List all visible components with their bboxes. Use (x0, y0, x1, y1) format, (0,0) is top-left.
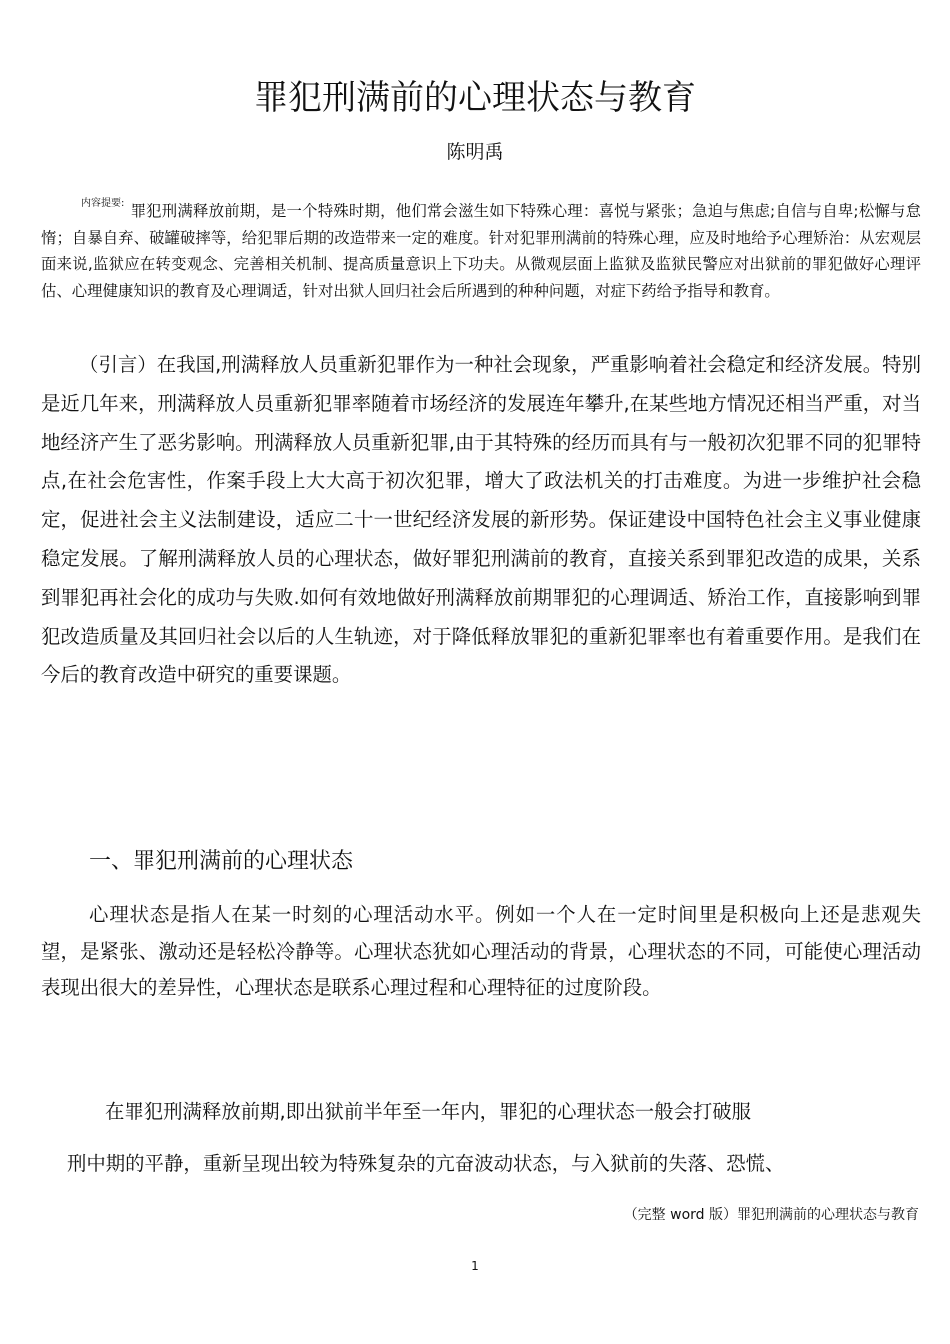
page-number: 1 (471, 1259, 479, 1273)
footer-note: （完整 word 版）罪犯刑满前的心理状态与教育 (623, 1207, 919, 1223)
body-paragraph: 心理状态是指人在某一时刻的心理活动水平。例如一个人在一定时间里是积极向上还是悲观失望，是紧张、激动还是轻松冷静等。心理状态犹如心理活动的背景，心理状态的不同，可能使心理活动表现出很大的差异性，心理状态是联系心理过程和心理特征的过度阶段。 (41, 903, 921, 1000)
author-name: 陈明禹 (446, 141, 504, 163)
abstract-paragraph (41, 198, 921, 304)
body-paragraph-line: 刑中期的平静，重新呈现出较为特殊复杂的亢奋波动状态，与入狱前的失落、恐慌、 (67, 1152, 785, 1175)
abstract-text: 罪犯刑满释放前期，是一个特殊时期，他们常会滋生如下特殊心理：喜悦与紧张；急迫与焦虑;自信与自卑;松懈与怠惰；自暴自弃、破罐破摔等，给犯罪后期的改造带来一定的难度。针对犯罪刑满前的特殊心理，应及时地给予心理矫治：从宏观层面来说,监狱应在转变观念、完善相关机制、提高质量意识上下功夫。从微观层面上监狱及监狱民警应对出狱前的罪犯做好心理评估、心理健康知识的教育及心理调适，针对出狱人回归社会后所遇到的种种问题，对症下药给予指导和教育。 (41, 202, 921, 300)
section-heading: 一、罪犯刑满前的心理状态 (89, 849, 354, 874)
document-title: 罪犯刑满前的心理状态与教育 (254, 78, 696, 118)
abstract-label: 内容提要: (81, 198, 125, 209)
body-paragraph-line: 在罪犯刑满释放前期,即出狱前半年至一年内，罪犯的心理状态一般会打破服 (105, 1100, 752, 1123)
intro-paragraph: （引言）在我国,刑满释放人员重新犯罪作为一种社会现象，严重影响着社会稳定和经济发展。特别是近几年来，刑满释放人员重新犯罪率随着市场经济的发展连年攀升,在某些地方情况还相当严重，对当地经济产生了恶劣影响。刑满释放人员重新犯罪,由于其特殊的经历而具有与一般初次犯罪不同的犯罪特点,在社会危害性，作案手段上大大高于初次犯罪，增大了政法机关的打击难度。为进一步维护社会稳定，促进社会主义法制建设，适应二十一世纪经济发展的新形势。保证建设中国特色社会主义事业健康稳定发展。了解刑满释放人员的心理状态，做好罪犯刑满前的教育，直接关系到罪犯改造的成果，关系到罪犯再社会化的成功与失败.如何有效地做好刑满释放前期罪犯的心理调适、矫治工作，直接影响到罪犯改造质量及其回归社会以后的人生轨迹，对于降低释放罪犯的重新犯罪率也有着重要作用。是我们在今后的教育改造中研究的重要课题。 (41, 353, 921, 687)
